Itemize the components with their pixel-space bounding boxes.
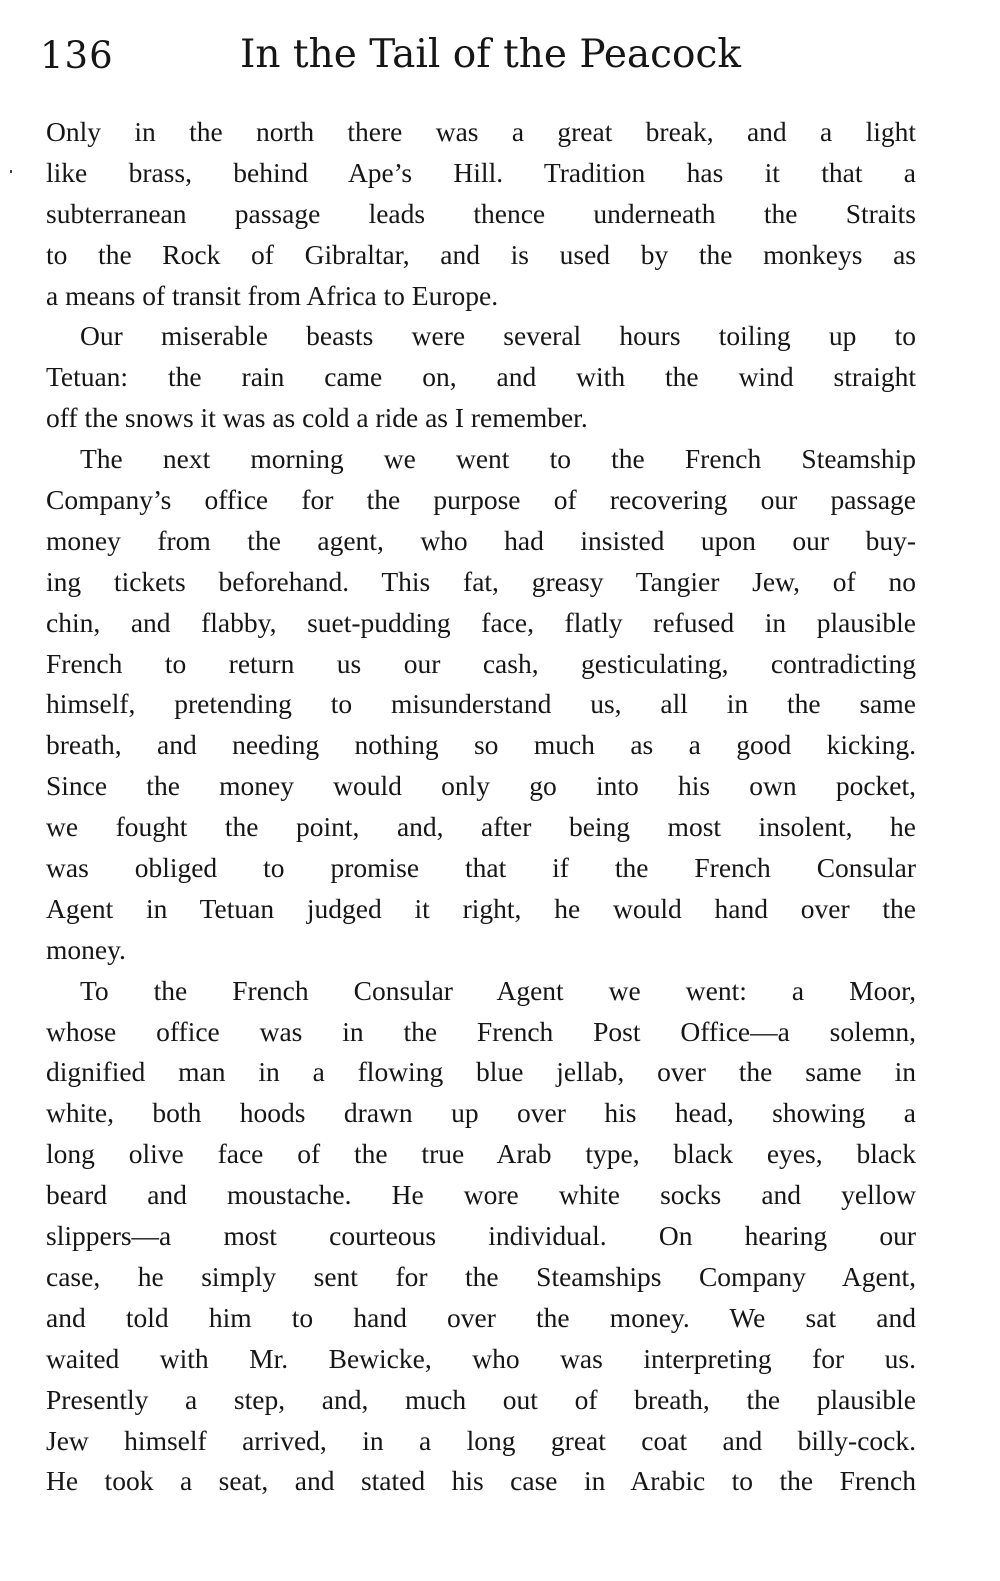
body-text [46, 112, 916, 1502]
text-line: French to return us our cash, gesticulating, contradicting [46, 647, 916, 679]
text-line: we fought the point, and, after being most insolent, he [46, 811, 916, 843]
text-line: to the Rock of Gibraltar, and is used by the monkeys as [46, 238, 916, 270]
text-line: off the snows it was as cold a ride as I remember. [46, 402, 588, 434]
running-title: In the Tail of the Peacock [240, 32, 741, 77]
text-line: dignified man in a flowing blue jellab, over the same in [46, 1056, 916, 1088]
text-line: chin, and flabby, suet-pudding face, flatly refused in plausible [46, 606, 916, 638]
text-line: Our miserable beasts were several hours toiling up to [80, 320, 916, 352]
text-line: a means of transit from Africa to Europe. [46, 279, 499, 311]
text-line: He took a seat, and stated his case in Arabic to the French [46, 1465, 916, 1497]
text-line: was obliged to promise that if the French Consular [46, 852, 916, 884]
text-line: case, he simply sent for the Steamships Company Agent, [46, 1260, 916, 1292]
text-line: himself, pretending to misunderstand us, all in the same [46, 688, 916, 720]
text-line: Tetuan: the rain came on, and with the wind straight [46, 361, 916, 393]
text-line: whose office was in the French Post Office—a solemn, [46, 1015, 916, 1047]
text-line: Only in the north there was a great break, and a light [46, 116, 916, 147]
text-line: money. [46, 933, 126, 965]
page-header [40, 28, 920, 88]
margin-mark [10, 170, 12, 173]
text-line: ing tickets beforehand. This fat, greasy Tangier Jew, of no [46, 565, 916, 597]
text-line: Since the money would only go into his own pocket, [46, 770, 916, 802]
text-line: long olive face of the true Arab type, black eyes, black [46, 1138, 916, 1170]
text-line: like brass, behind Ape’s Hill. Tradition has it that a [46, 156, 916, 188]
text-line: Company’s office for the purpose of recovering our passage [46, 484, 916, 516]
text-line: Jew himself arrived, in a long great coat and billy-cock. [46, 1424, 916, 1456]
text-line: breath, and needing nothing so much as a good kicking. [46, 729, 916, 761]
text-line: white, both hoods drawn up over his head, showing a [46, 1097, 916, 1129]
text-line: and told him to hand over the money. We sat and [46, 1301, 916, 1333]
text-line: Agent in Tetuan judged it right, he would hand over the [46, 892, 916, 924]
text-line: To the French Consular Agent we went: a Moor, [80, 974, 916, 1006]
text-line: slippers—a most courteous individual. On hearing our [46, 1220, 916, 1252]
text-line: waited with Mr. Bewicke, who was interpreting for us. [46, 1342, 916, 1374]
text-line: The next morning we went to the French Steamship [80, 443, 916, 475]
text-line: Presently a step, and, much out of breath, the plausible [46, 1383, 916, 1415]
text-line: subterranean passage leads thence underneath the Straits [46, 197, 916, 229]
text-line: beard and moustache. He wore white socks and yellow [46, 1179, 916, 1211]
text-line: money from the agent, who had insisted upon our buy- [46, 524, 916, 556]
page-number: 136 [40, 34, 114, 77]
